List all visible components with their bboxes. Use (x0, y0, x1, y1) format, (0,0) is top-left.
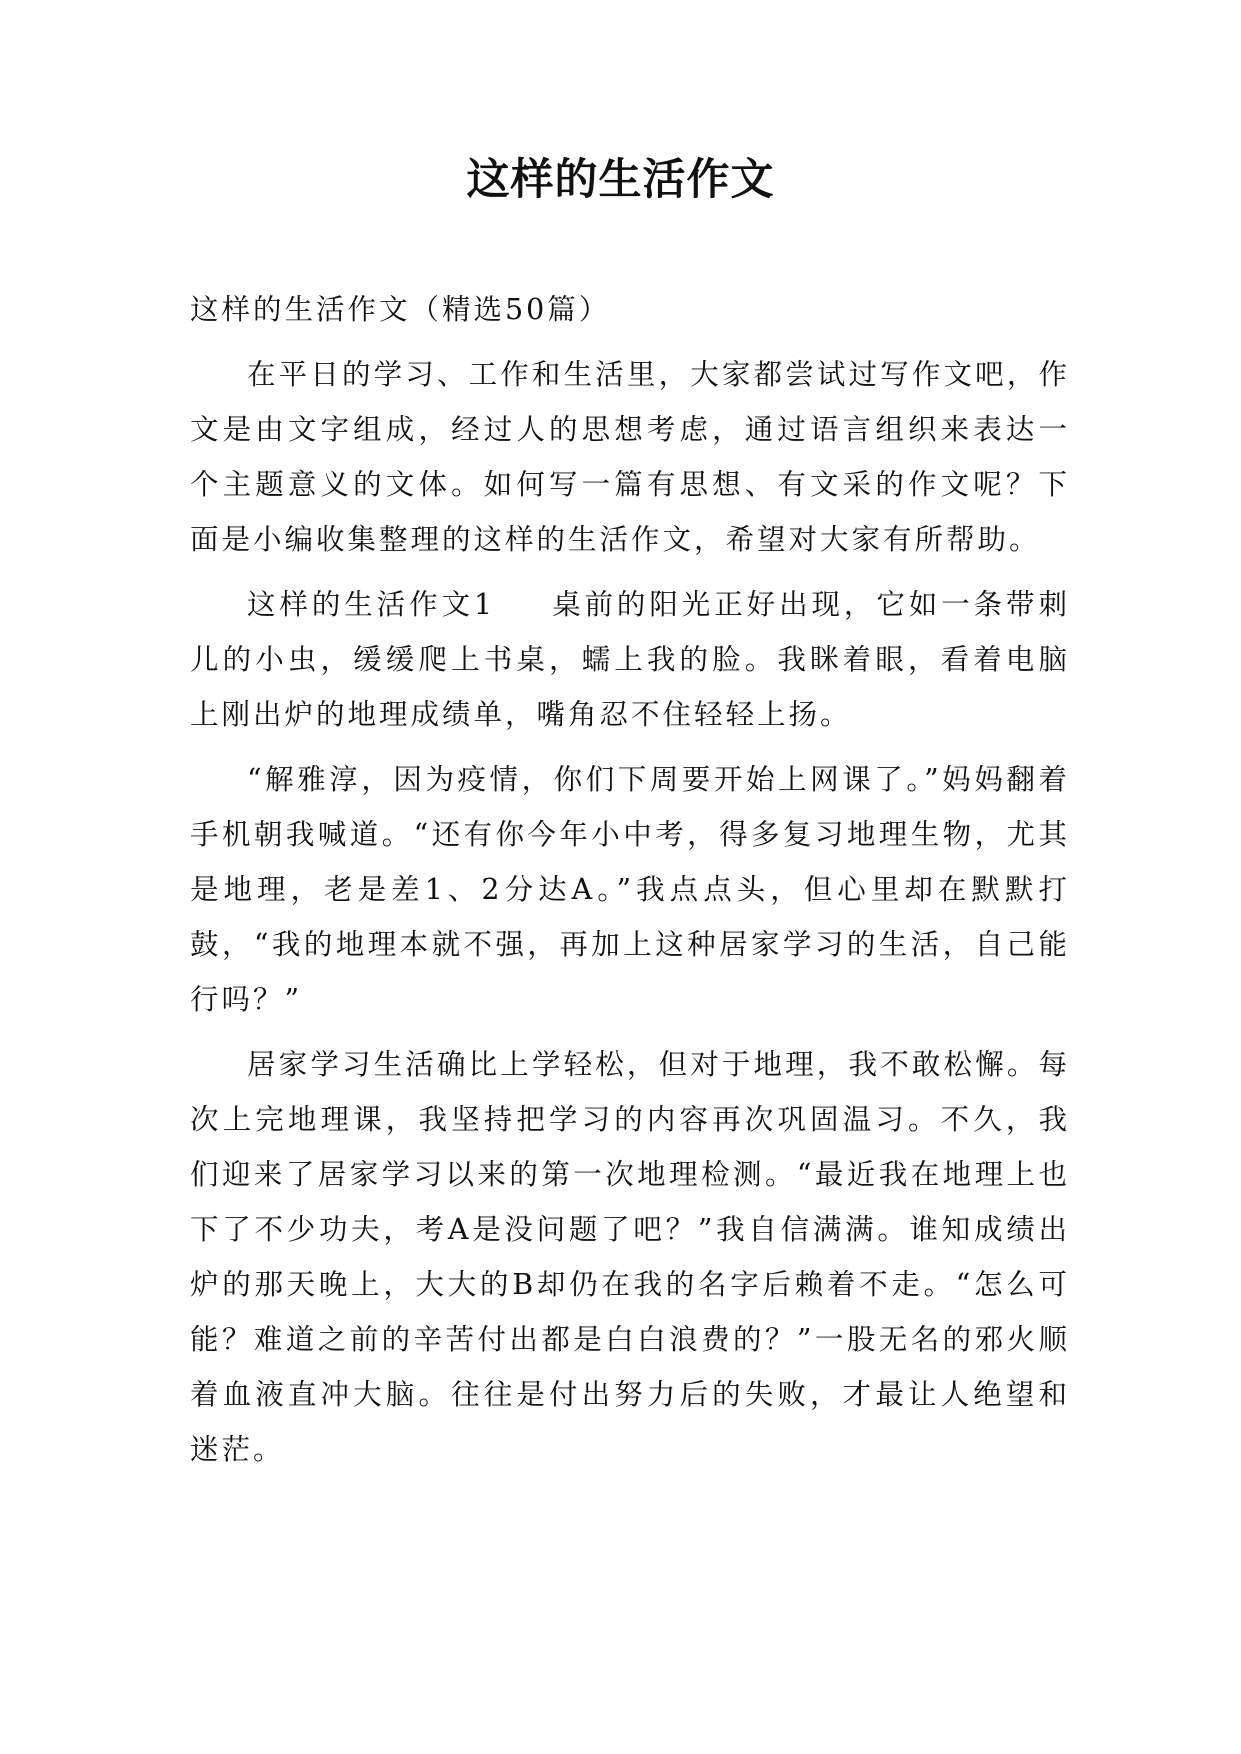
essay-paragraph: “解雅淳，因为疫情，你们下周要开始上网课了。”妈妈翻着手机朝我喊道。“还有你今年小中考，得多复习地理生物，尤其是地理，老是差1、2分达A。”我点点头，但心里却在默默打鼓，“我的地理本就不强，再加上这种居家学习的生活，自己能行吗？” (190, 763, 1070, 1016)
essay-paragraph: 居家学习生活确比上学轻松，但对于地理，我不敢松懈。每次上完地理课，我坚持把学习的内容再次巩固温习。不久，我们迎来了居家学习以来的第一次地理检测。“最近我在地理上也下了不少功夫，考A是没问题了吧？”我自信满满。谁知成绩出炉的那天晚上，大大的B却仍在我的名字后赖着不走。“怎么可能？难道之前的辛苦付出都是白白浪费的？”一股无名的邪火顺着血液直冲大脑。往往是付出努力后的失败，才最让人绝望和迷茫。 (190, 1048, 1070, 1466)
essay-1-first-paragraph (190, 577, 1070, 742)
intro-paragraph: 在平日的学习、工作和生活里，大家都尝试过写作文吧，作文是由文字组成，经过人的思想考虑，通过语言组织来表达一个主题意义的文体。如何写一篇有思想、有文采的作文呢？下面是小编收集整理的这样的生活作文，希望对大家有所帮助。 (190, 358, 1070, 556)
essay-paragraph-text: 桌前的阳光正好出现，它如一条带刺儿的小虫，缓缓爬上书桌，蠕上我的脸。我眯着眼，看着电脑上刚出炉的地理成绩单，嘴角忍不住轻轻上扬。 (190, 588, 1070, 731)
essay-heading: 这样的生活作文1 (247, 588, 496, 621)
document-body (190, 282, 1070, 1487)
document-title: 这样的生活作文 (466, 155, 775, 205)
document-subtitle: 这样的生活作文（精选50篇） (190, 293, 611, 326)
